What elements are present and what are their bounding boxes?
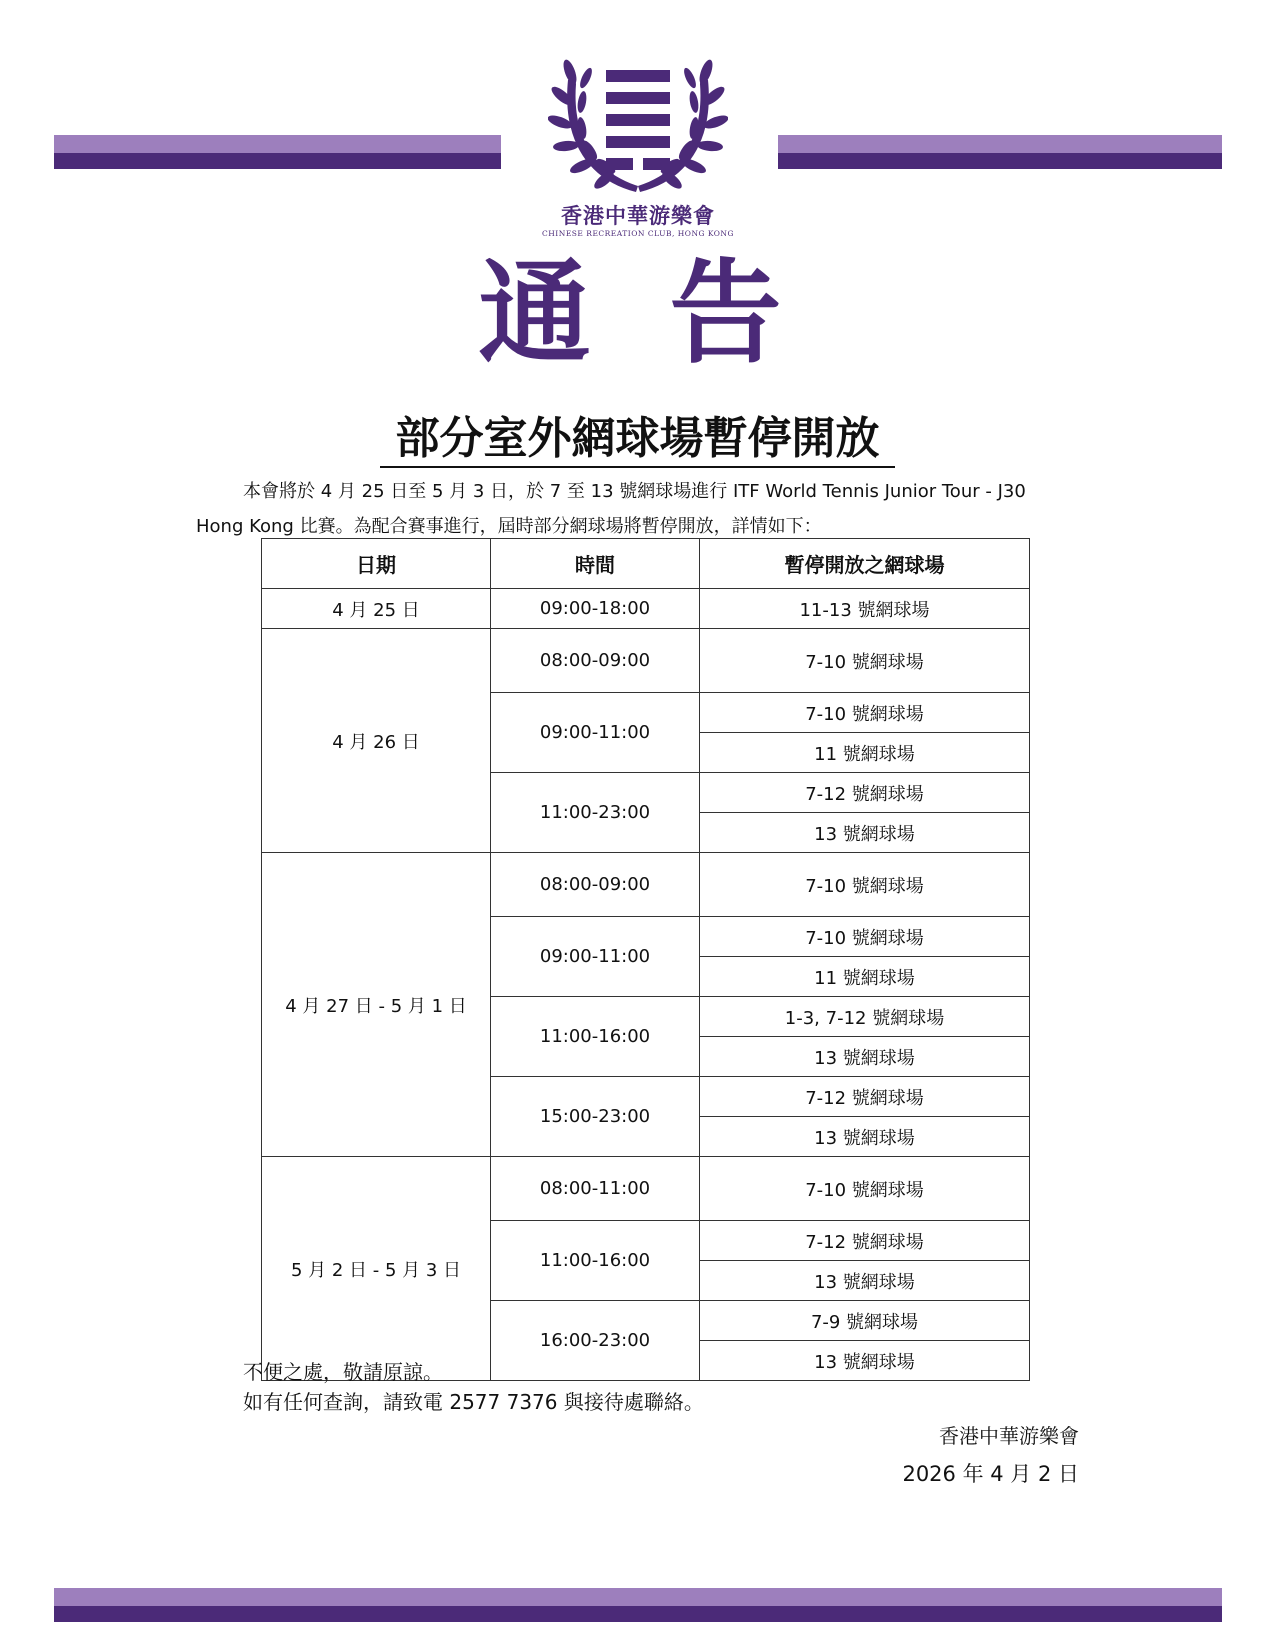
top-left-band (54, 135, 501, 169)
apology-text: 不便之處，敬請原諒。 (243, 1360, 443, 1384)
club-name-chinese: 香港中華游樂會 (561, 203, 715, 228)
time-cell: 15:00-23:00 (491, 1077, 700, 1157)
intro-line-2: Hong Kong 比賽。為配合賽事進行，屆時部分網球場將暫停開放，詳情如下： (196, 516, 822, 537)
table-header-row (262, 539, 1030, 589)
court-cell: 13 號網球場 (700, 1117, 1030, 1157)
date-cell: 5 月 2 日 - 5 月 3 日 (262, 1157, 491, 1381)
laurel-wreath-trigram-logo (548, 40, 728, 200)
date-cell: 4 月 26 日 (262, 629, 491, 853)
signature-date: 2026 年 4 月 2 日 (902, 1462, 1079, 1486)
court-cell: 1-3, 7-12 號網球場 (700, 997, 1030, 1037)
time-cell: 11:00-16:00 (491, 997, 700, 1077)
club-name-english: CHINESE RECREATION CLUB, HONG KONG (542, 229, 734, 238)
date-cell: 4 月 25 日 (262, 589, 491, 629)
court-cell: 7-12 號網球場 (700, 773, 1030, 813)
table-header-cell: 暫停開放之網球場 (700, 539, 1030, 589)
notice-heading: 通 告 (478, 249, 802, 379)
table-header-cell: 日期 (262, 539, 491, 589)
time-cell: 11:00-23:00 (491, 773, 700, 853)
table-row (262, 589, 1030, 629)
court-cell: 7-10 號網球場 (700, 917, 1030, 957)
intro-line-1: 本會將於 4 月 25 日至 5 月 3 日，於 7 至 13 號網球場進行 ITF World Tennis Junior Tour - J30 (243, 481, 1026, 502)
signature-organization: 香港中華游樂會 (939, 1424, 1079, 1448)
court-cell: 11-13 號網球場 (700, 589, 1030, 629)
court-cell: 11 號網球場 (700, 733, 1030, 773)
court-cell: 13 號網球場 (700, 1341, 1030, 1381)
time-cell: 08:00-11:00 (491, 1157, 700, 1221)
closure-schedule-table (261, 538, 1030, 1381)
court-cell: 13 號網球場 (700, 1261, 1030, 1301)
court-cell: 7-10 號網球場 (700, 853, 1030, 917)
court-cell: 11 號網球場 (700, 957, 1030, 997)
time-cell: 09:00-11:00 (491, 917, 700, 997)
court-cell: 7-12 號網球場 (700, 1077, 1030, 1117)
intro-paragraph (196, 474, 1066, 544)
court-cell: 7-10 號網球場 (700, 629, 1030, 693)
bottom-band (54, 1588, 1222, 1622)
time-cell: 09:00-18:00 (491, 589, 700, 629)
court-cell: 7-10 號網球場 (700, 1157, 1030, 1221)
enquiry-text: 如有任何查詢，請致電 2577 7376 與接待處聯絡。 (243, 1390, 704, 1414)
court-cell: 13 號網球場 (700, 813, 1030, 853)
time-cell: 08:00-09:00 (491, 853, 700, 917)
court-cell: 7-12 號網球場 (700, 1221, 1030, 1261)
document-title: 部分室外網球場暫停開放 (380, 412, 895, 468)
table-header-cell: 時間 (491, 539, 700, 589)
table-row (262, 1157, 1030, 1221)
court-cell: 7-10 號網球場 (700, 693, 1030, 733)
date-cell: 4 月 27 日 - 5 月 1 日 (262, 853, 491, 1157)
table-row (262, 629, 1030, 693)
top-right-band (778, 135, 1222, 169)
time-cell: 09:00-11:00 (491, 693, 700, 773)
time-cell: 16:00-23:00 (491, 1301, 700, 1381)
time-cell: 11:00-16:00 (491, 1221, 700, 1301)
table-row (262, 853, 1030, 917)
court-cell: 7-9 號網球場 (700, 1301, 1030, 1341)
court-cell: 13 號網球場 (700, 1037, 1030, 1077)
time-cell: 08:00-09:00 (491, 629, 700, 693)
